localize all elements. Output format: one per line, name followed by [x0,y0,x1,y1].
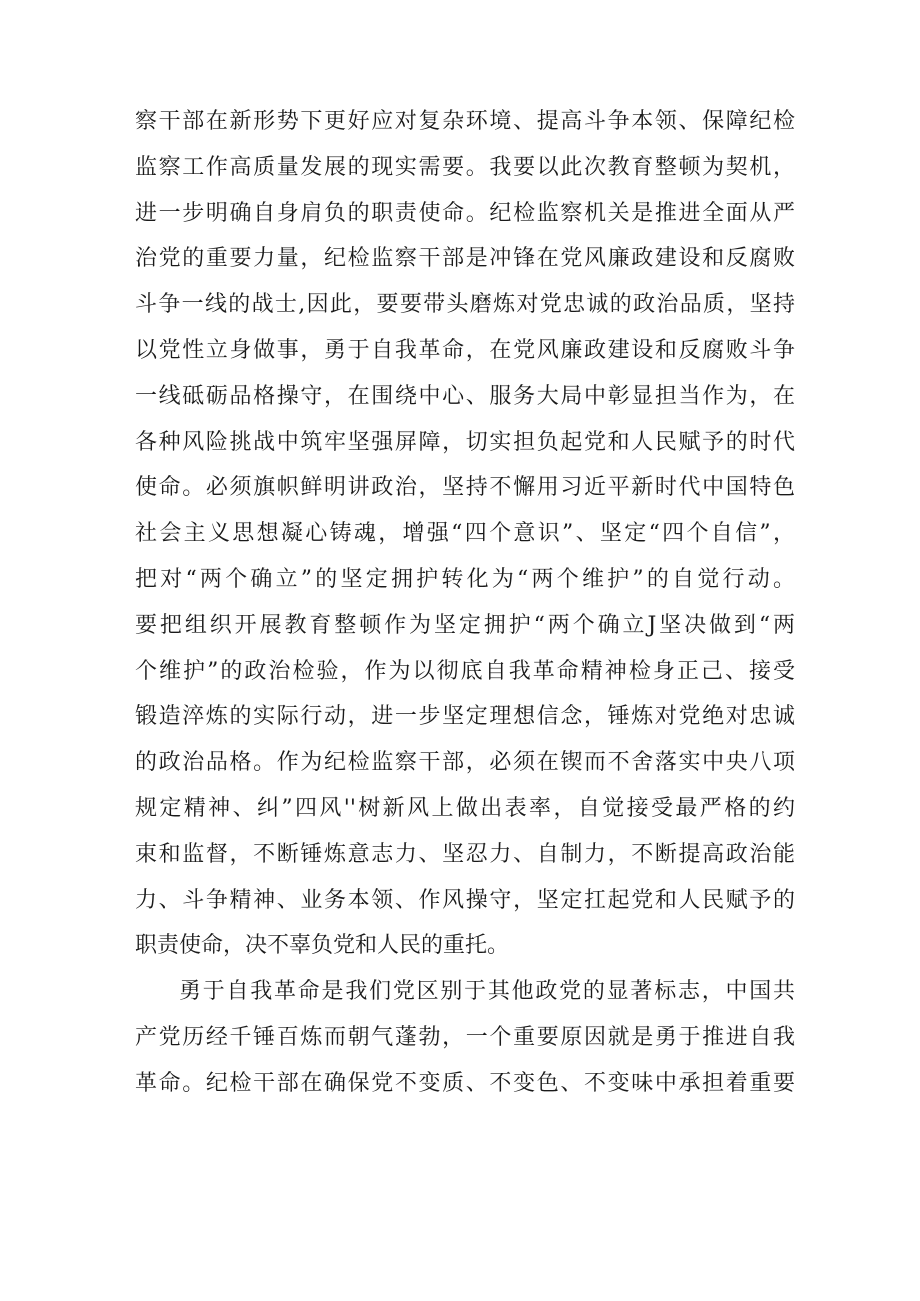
text-line: 监察工作高质量发展的现实需要。我要以此次教育整顿为契机， [135,154,795,180]
text-line: 职责使命，决不辜负党和人民的重托。 [135,933,510,959]
text-line: 要把组织开展教育整顿作为坚定拥护“两个确立J坚决做到“两 [135,612,795,638]
text-line: 各种风险挑战中筑牢坚强屏障，切实担负起党和人民赋予的时代 [135,429,795,455]
text-line: 察干部在新形势下更好应对复杂环境、提高斗争本领、保障纪检 [135,109,795,134]
text-line: 个维护”的政治检验，作为以彻底自我革命精神检身正己、接受 [135,658,795,684]
text-line: 治党的重要力量，纪检监察干部是冲锋在党风廉政建设和反腐败 [135,246,795,272]
text-line: 的政治品格。作为纪检监察干部，必须在锲而不舍落实中央八项 [135,750,795,776]
text-line: 产党历经千锤百炼而朝气蓬勃，一个重要原因就是勇于推进自我 [135,1024,795,1050]
text-line: 革命。纪检干部在确保党不变质、不变色、不变味中承担着重要 [135,1070,795,1096]
text-line: 社会主义思想凝心铸魂，增强“四个意识”、坚定“四个自信”， [135,521,795,547]
text-line: 斗争一线的战士,因此，要要带头磨炼对党忠诚的政治品质，坚持 [135,292,795,318]
text-line: 束和监督，不断锤炼意志力、坚忍力、自制力，不断提高政治能 [135,841,795,867]
document-body [135,99,795,1107]
text-line: 进一步明确自身肩负的职责使命。纪检监察机关是推进全面从严 [135,200,795,226]
text-line: 勇于自我革命是我们党区别于其他政党的显著标志，中国共 [179,979,795,1005]
text-line: 使命。必须旗帜鲜明讲政治，坚持不懈用习近平新时代中国特色 [135,475,795,501]
text-line: 锻造淬炼的实际行动，进一步坚定理想信念，锤炼对党绝对忠诚 [135,704,795,730]
text-line: 力、斗争精神、业务本领、作风操守，坚定扛起党和人民赋予的 [135,887,795,913]
paragraph-1 [135,99,795,969]
text-line: 一线砥砺品格操守，在围绕中心、服务大局中彰显担当作为，在 [135,383,795,409]
text-line: 把对“两个确立”的坚定拥护转化为“两个维护”的自觉行动。 [135,566,795,592]
text-line: 以党性立身做事，勇于自我革命，在党风廉政建设和反腐败斗争 [135,337,795,363]
paragraph-2 [135,969,795,1106]
text-line: 规定精神、纠”四风''树新风上做出表率，自觉接受最严格的约 [135,795,795,821]
